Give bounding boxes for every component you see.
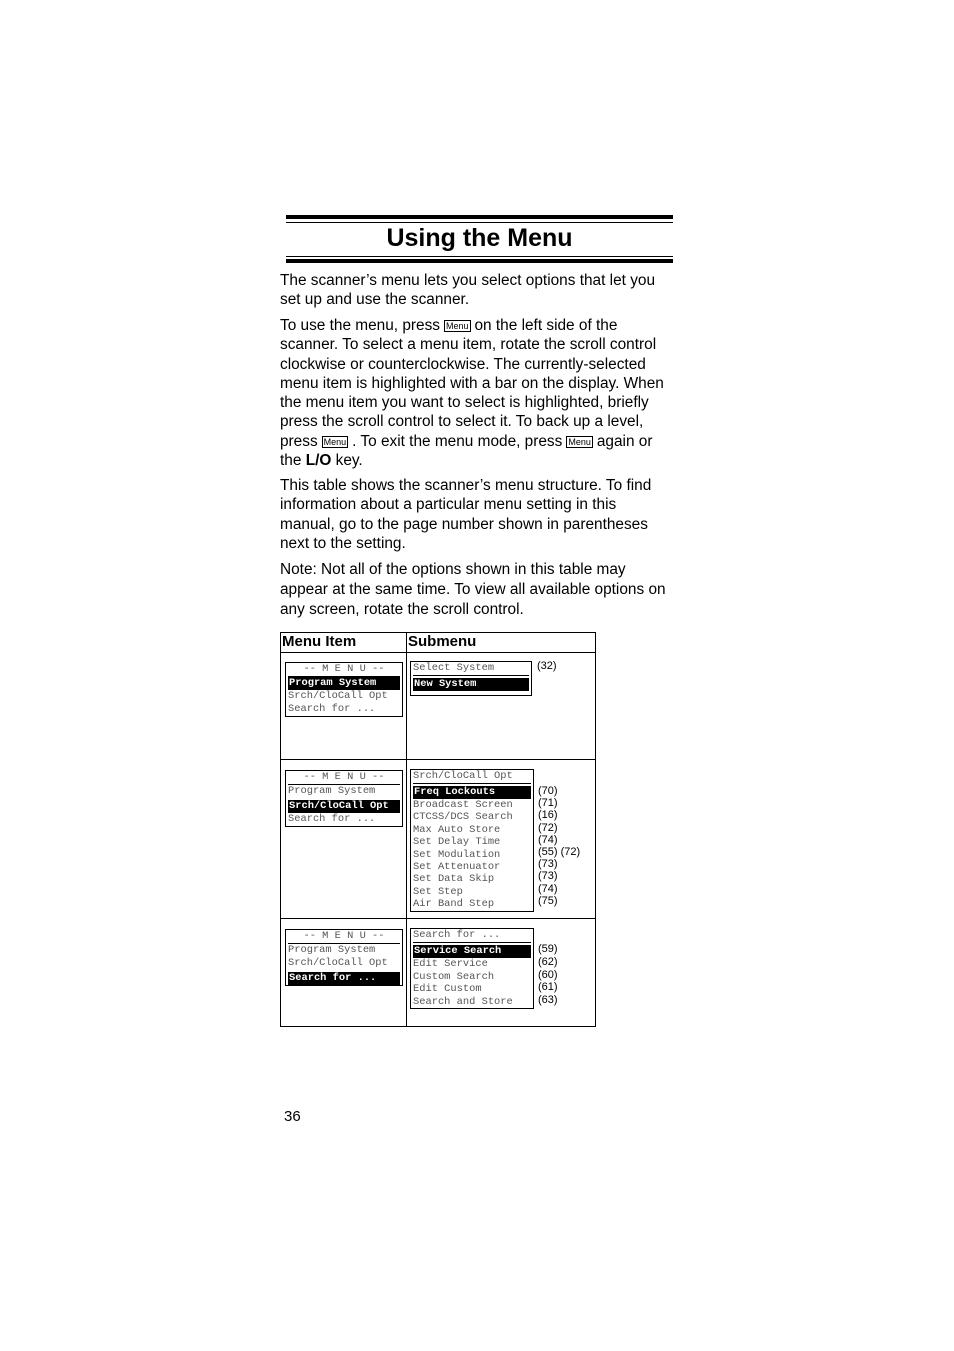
menu-item-header: Menu Item — [281, 633, 407, 653]
submenu-display-item: Edit Custom — [413, 983, 482, 996]
page-ref: (16) — [538, 809, 558, 822]
page-ref: (71) — [538, 797, 558, 810]
page-refs — [538, 785, 580, 907]
page-title: Using the Menu — [386, 224, 573, 252]
menu-display-item: Srch/CloCall Opt — [288, 690, 388, 702]
menu-display-item-selected: Program System — [288, 677, 400, 690]
page-ref: (75) — [538, 894, 558, 907]
page-ref: (63) — [538, 994, 558, 1007]
table-header-row — [281, 633, 596, 653]
submenu-display-item: Set Step — [413, 885, 463, 898]
menu-item-cell — [281, 919, 407, 1027]
submenu-cell — [407, 653, 596, 760]
page-ref: (62) — [538, 955, 558, 968]
usage-text-1: To use the menu, press — [280, 317, 440, 334]
usage-text-5: key. — [335, 452, 363, 470]
page-ref: (55) (72) — [538, 846, 581, 859]
submenu-header: Submenu — [407, 633, 596, 653]
submenu-display-item: CTCSS/DCS Search — [413, 811, 513, 824]
submenu-display-header: Search for ... — [413, 929, 531, 943]
submenu-display — [410, 928, 534, 1009]
intro-paragraph: The scanner’s menu lets you select options that let you set up and use the scanner. — [280, 272, 656, 309]
menu-display-item: Program System — [288, 944, 376, 956]
menu-display — [285, 662, 403, 717]
submenu-display-item: Set Data Skip — [413, 873, 495, 886]
submenu-display-item: Set Attenuator — [413, 860, 501, 873]
title-rule-bottom-thick — [286, 259, 673, 263]
menu-item-cell — [281, 653, 407, 760]
submenu-display-item: Max Auto Store — [413, 823, 501, 836]
menu-display-item: Program System — [288, 785, 376, 797]
menu-display-item: Search for ... — [288, 703, 376, 715]
menu-display-item-selected: Search for ... — [288, 972, 400, 985]
lo-key-label: L/O — [305, 452, 332, 470]
menu-key-icon: Menu — [445, 321, 469, 331]
submenu-cell — [407, 919, 596, 1027]
page-refs — [537, 660, 557, 672]
menu-display-header: -- M E N U -- — [288, 663, 400, 677]
usage-text-2: on the left side of the scanner. To select a menu item, rotate the scroll control clockwise or counterclockwise. The currently-selected menu item is highlighted with a bar on the display. When the menu item you want to select is highlighted, briefly press the scroll control to select it. To back up a level, press — [280, 317, 664, 450]
page-ref: (32) — [537, 660, 557, 672]
page-ref: (60) — [538, 968, 558, 981]
title-rule-top-thick — [286, 215, 673, 219]
page-ref: (74) — [538, 833, 558, 846]
note-paragraph: Note: Not all of the options shown in this table may appear at the same time. To view all available options on any screen, rotate the scroll control. — [280, 561, 666, 618]
submenu-display-item: Set Modulation — [413, 848, 501, 861]
menu-item-cell — [281, 760, 407, 919]
submenu-display-item: Edit Service — [413, 958, 488, 970]
submenu-display — [410, 769, 534, 912]
menu-display-item-selected: Srch/CloCall Opt — [288, 800, 400, 813]
menu-key-icon: Menu — [568, 436, 591, 447]
menu-display — [285, 929, 403, 986]
menu-display-header: -- M E N U -- — [288, 771, 400, 785]
usage-paragraph — [280, 316, 670, 470]
page-ref: (74) — [538, 882, 558, 895]
submenu-display — [410, 661, 532, 696]
table-row — [281, 919, 596, 1027]
title-rule-bottom-thin — [286, 256, 673, 257]
page-ref: (59) — [538, 943, 558, 955]
submenu-display-item: Custom Search — [413, 970, 495, 983]
page-ref: (72) — [538, 821, 558, 834]
page-refs — [538, 943, 558, 1007]
page-ref: (73) — [538, 870, 558, 883]
page-ref: (70) — [538, 785, 558, 797]
menu-key-icon: Menu — [323, 436, 347, 447]
page-number: 36 — [284, 1108, 301, 1125]
submenu-display-item: Set Delay Time — [413, 836, 501, 849]
submenu-display-header: Srch/CloCall Opt — [413, 770, 531, 784]
menu-display-header: -- M E N U -- — [288, 930, 400, 944]
menu-display-item: Search for ... — [288, 813, 376, 825]
usage-text-3: . To exit the menu mode, press — [352, 432, 563, 450]
submenu-display-item: Air Band Step — [413, 898, 495, 911]
table-row — [281, 760, 596, 919]
submenu-display-item: Search and Store — [413, 995, 513, 1008]
submenu-display-header: Select System — [413, 662, 529, 676]
title-block — [286, 215, 673, 266]
page-ref: (61) — [538, 981, 558, 994]
submenu-display-item-selected: Freq Lockouts — [413, 786, 531, 799]
usage-text-4: again or the — [280, 432, 653, 470]
table-row — [281, 653, 596, 760]
menu-structure-table — [280, 632, 596, 1027]
submenu-cell — [407, 760, 596, 919]
page-ref: (73) — [538, 858, 558, 871]
menu-display — [285, 770, 403, 827]
submenu-display-item-selected: New System — [413, 678, 529, 691]
table-intro-paragraph: This table shows the scanner’s menu structure. To find information about a particular menu setting in this manual, go to the page number shown in parentheses next to the setting. — [280, 477, 652, 552]
menu-display-item: Srch/CloCall Opt — [288, 957, 388, 969]
submenu-display-item: Broadcast Screen — [413, 799, 513, 811]
submenu-display-item-selected: Service Search — [413, 945, 531, 958]
